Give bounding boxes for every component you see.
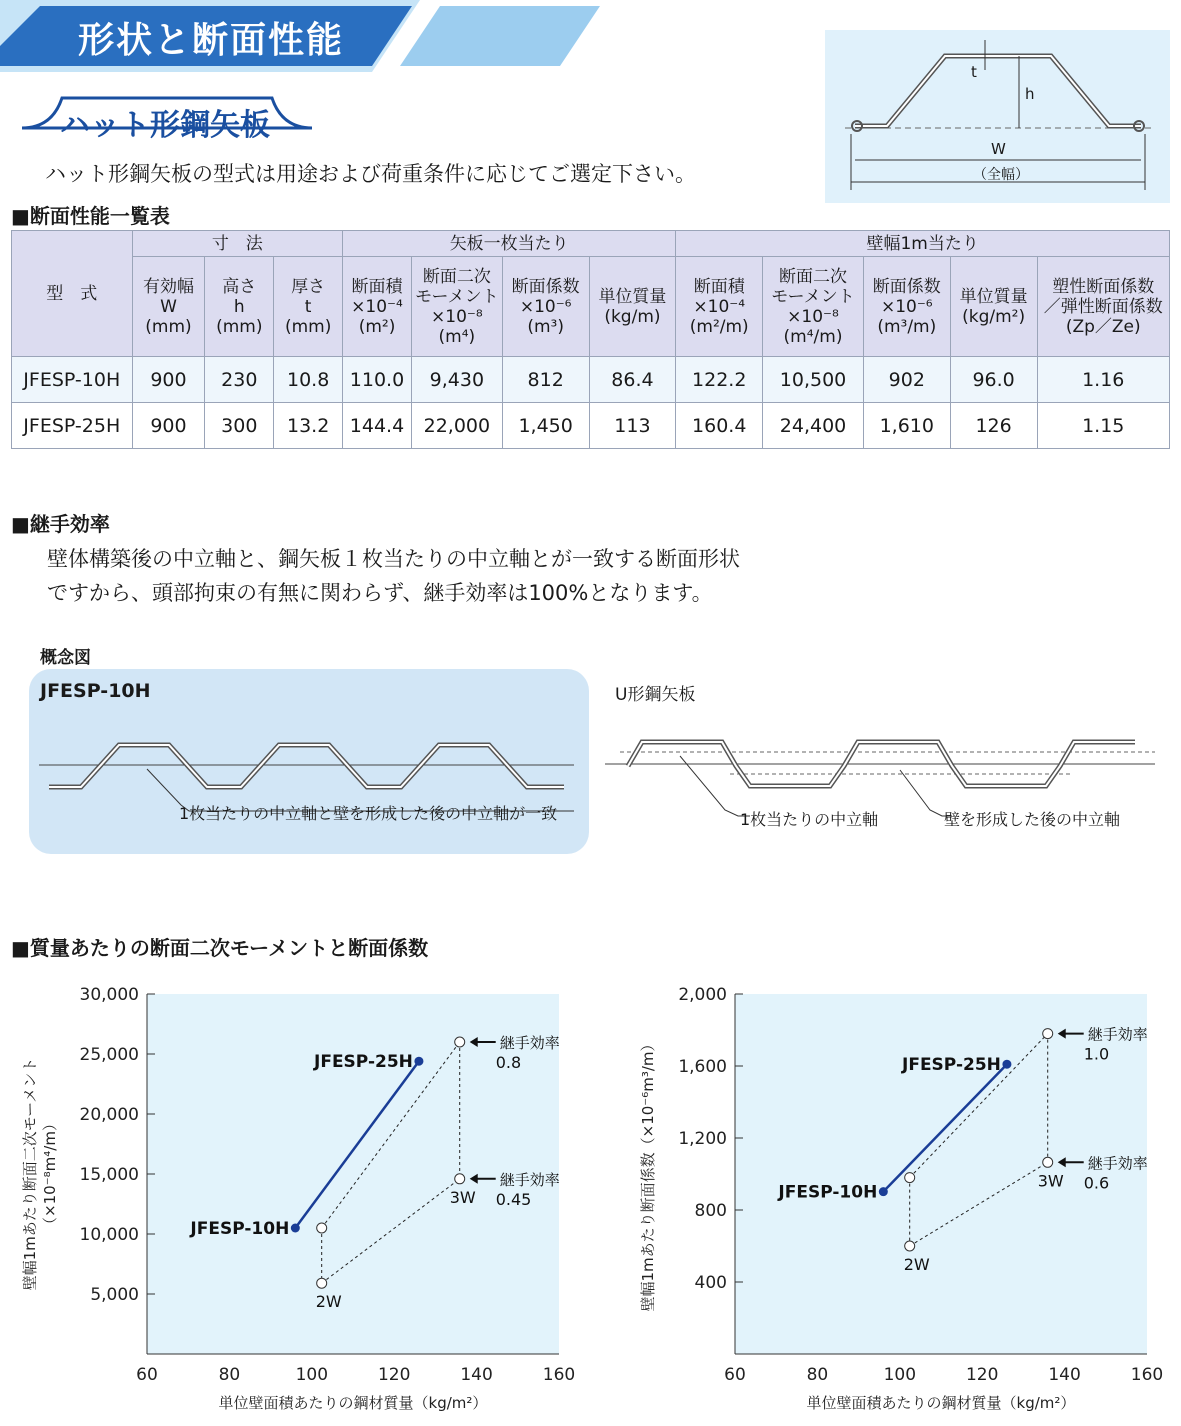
- col-header-w: [132, 257, 205, 357]
- col-header-line: t: [304, 296, 312, 317]
- y-tick-label: 1,600: [678, 1057, 727, 1077]
- col-header-h: [205, 257, 274, 357]
- value-cell: 1.15: [1037, 403, 1169, 449]
- dim-full-label: （全幅）: [973, 167, 1029, 183]
- col-header-mass: [589, 257, 676, 357]
- jfesp-point-label: JFESP-10H: [190, 1219, 290, 1239]
- col-header-modulus_m: [863, 257, 950, 357]
- value-cell: 1,610: [863, 403, 950, 449]
- annotation-2w: 2W: [903, 1255, 930, 1274]
- dim-h-label: h: [1025, 85, 1035, 103]
- efficiency-label: 継手効率: [1087, 1154, 1148, 1173]
- page-title: 形状と断面性能: [78, 20, 345, 61]
- spec-table-heading: ■断面性能一覧表: [11, 204, 170, 228]
- value-cell: 13.2: [274, 403, 343, 449]
- value-cell: 122.2: [676, 357, 763, 403]
- u-note-1: 1枚当たりの中立軸: [740, 810, 879, 829]
- value-cell: 113: [589, 403, 676, 449]
- jfesp-concept-box: [29, 669, 589, 854]
- x-tick-label: 100: [883, 1365, 917, 1385]
- x-tick-label: 80: [806, 1365, 829, 1385]
- intro-text: ハット形鋼矢板の型式は用途および荷重条件に応じてご選定下さい。: [45, 162, 696, 186]
- col-header-t: [274, 257, 343, 357]
- value-cell: 1.16: [1037, 357, 1169, 403]
- col-header-line: 単位質量: [598, 286, 667, 307]
- model-cell: JFESP-10H: [12, 357, 133, 403]
- jfesp-point: [879, 1187, 888, 1196]
- col-header-line: W: [160, 296, 177, 317]
- joint-line-1: 壁体構築後の中立軸と、鋼矢板１枚当たりの中立軸とが一致する断面形状: [47, 547, 740, 571]
- annotation-3w: 3W: [1037, 1171, 1064, 1191]
- col-header-line: 断面積: [693, 276, 745, 297]
- col-header-line: モーメント: [771, 286, 855, 307]
- y-axis-label: 壁幅1mあたり断面二次モーメント: [21, 1057, 39, 1291]
- col-header-line: (kg/m): [604, 306, 661, 327]
- col-header-line: 断面積: [351, 276, 403, 297]
- x-tick-label: 80: [218, 1365, 241, 1385]
- y-tick-label: 30,000: [79, 985, 139, 1005]
- efficiency-label: 継手効率: [499, 1034, 560, 1052]
- value-cell: 24,400: [763, 403, 864, 449]
- value-cell: 812: [502, 357, 589, 403]
- col-header-area: [343, 257, 412, 357]
- y-axis-label-unit: （×10⁻⁸m⁴/m）: [41, 1116, 59, 1232]
- jfesp-point-label: JFESP-10H: [778, 1182, 878, 1203]
- open-point: [317, 1223, 327, 1233]
- col-header-line: 高さ: [222, 276, 257, 297]
- model-cell: JFESP-25H: [12, 403, 133, 449]
- x-tick-label: 140: [460, 1365, 493, 1385]
- efficiency-value: 0.8: [495, 1053, 522, 1072]
- col-header-line: 断面係数: [872, 276, 941, 297]
- x-tick-label: 60: [724, 1365, 746, 1385]
- col-header-moment_m: [763, 257, 864, 357]
- col-header-area_m: [676, 257, 763, 357]
- x-axis-label: 単位壁面積あたりの鋼材質量（kg/m²）: [806, 1394, 1076, 1412]
- open-point: [317, 1278, 327, 1288]
- col-header-line: ×10⁻⁴: [693, 296, 746, 317]
- col-header-line: 厚さ: [291, 276, 326, 297]
- group-dims: 寸 法: [132, 231, 343, 257]
- col-header-line: 単位質量: [959, 286, 1028, 307]
- open-point: [905, 1241, 915, 1251]
- y-tick-label: 25,000: [79, 1045, 139, 1065]
- col-header-line: (m⁴/m): [783, 326, 843, 347]
- col-header-line: (m⁴): [438, 326, 476, 347]
- annotation-2w: 2W: [315, 1292, 342, 1312]
- value-cell: 1,450: [502, 403, 589, 449]
- value-cell: 126: [950, 403, 1037, 449]
- col-header-modulus: [502, 257, 589, 357]
- charts-svg: [0, 970, 1181, 1426]
- efficiency-value: 0.6: [1083, 1173, 1110, 1193]
- y-tick-label: 20,000: [79, 1105, 139, 1125]
- col-header-line: (m²/m): [689, 316, 749, 337]
- col-header-line: ×10⁻⁴: [351, 296, 403, 317]
- group-per-sheet: 矢板一枚当たり: [343, 231, 676, 257]
- x-tick-label: 100: [295, 1365, 329, 1385]
- y-tick-label: 5,000: [90, 1285, 139, 1305]
- value-cell: 160.4: [676, 403, 763, 449]
- col-header-mass_m: [950, 257, 1037, 357]
- col-header-line: (m²): [358, 316, 396, 337]
- col-model: 型 式: [12, 231, 133, 357]
- chart-plot-area: [147, 994, 559, 1354]
- value-cell: 902: [863, 357, 950, 403]
- joint-line-2: ですから、頭部拘束の有無に関わらず、継手効率は100%となります。: [47, 581, 713, 605]
- col-header-line: (m³): [527, 316, 564, 337]
- col-header-line: 断面二次: [422, 266, 491, 287]
- efficiency-label: 継手効率: [1087, 1025, 1148, 1044]
- value-cell: 144.4: [343, 403, 412, 449]
- col-header-line: (Zp／Ze): [1065, 316, 1141, 337]
- y-tick-label: 400: [694, 1273, 727, 1293]
- col-header-line: (mm): [216, 316, 263, 337]
- jfesp-point-label: JFESP-25H: [902, 1055, 1001, 1076]
- table-row: [12, 357, 1170, 403]
- shape-diagram: [825, 30, 1170, 203]
- value-cell: 900: [132, 403, 205, 449]
- value-cell: 96.0: [950, 357, 1037, 403]
- y-tick-label: 1,200: [678, 1129, 727, 1149]
- table-row: [12, 403, 1170, 449]
- value-cell: 230: [205, 357, 274, 403]
- u-sheet-title: U形鋼矢板: [615, 685, 696, 705]
- open-point: [905, 1173, 915, 1183]
- efficiency-value: 0.45: [495, 1189, 532, 1209]
- jfesp-point: [414, 1057, 423, 1066]
- col-header-line: h: [233, 296, 245, 317]
- col-header-ratio: [1037, 257, 1169, 357]
- section-subtitle: ハット形鋼矢板: [60, 108, 270, 143]
- x-tick-label: 160: [542, 1365, 576, 1385]
- col-header-line: 断面二次: [779, 266, 847, 287]
- col-header-line: (mm): [145, 316, 192, 337]
- value-cell: 9,430: [411, 357, 502, 403]
- col-header-line: 有効幅: [142, 276, 194, 297]
- efficiency-value: 1.0: [1083, 1044, 1110, 1064]
- annotation-3w: 3W: [449, 1187, 476, 1207]
- x-tick-label: 60: [136, 1365, 158, 1385]
- col-header-line: モーメント: [415, 286, 499, 307]
- open-point: [1043, 1157, 1053, 1167]
- charts-heading: ■質量あたりの断面二次モーメントと断面係数: [11, 936, 429, 960]
- col-header-line: ×10⁻⁸: [787, 306, 839, 327]
- joint-heading: ■継手効率: [11, 512, 110, 536]
- x-tick-label: 120: [965, 1365, 999, 1385]
- col-header-line: (m³/m): [877, 316, 937, 337]
- x-tick-label: 120: [377, 1365, 411, 1385]
- value-cell: 22,000: [411, 403, 502, 449]
- open-point: [455, 1037, 465, 1047]
- value-cell: 900: [132, 357, 205, 403]
- y-tick-label: 15,000: [79, 1165, 139, 1185]
- x-tick-label: 160: [1130, 1365, 1164, 1385]
- open-point: [1043, 1029, 1053, 1039]
- y-axis-label: 壁幅1mあたり断面係数（×10⁻⁶m³/m）: [639, 1036, 657, 1312]
- value-cell: 10.8: [274, 357, 343, 403]
- jfesp-point: [291, 1224, 300, 1233]
- jfesp-point-label: JFESP-25H: [314, 1052, 413, 1073]
- jfesp-concept-note: 1枚当たりの中立軸と壁を形成した後の中立軸が一致: [179, 804, 558, 823]
- col-header-line: ×10⁻⁸: [431, 306, 483, 327]
- value-cell: 86.4: [589, 357, 676, 403]
- spec-table: [11, 230, 1170, 449]
- jfesp-concept-title: JFESP-10H: [40, 680, 151, 702]
- col-header-line: 断面係数: [511, 276, 580, 297]
- x-tick-label: 140: [1048, 1365, 1081, 1385]
- y-tick-label: 800: [694, 1201, 727, 1221]
- jfesp-point: [1002, 1060, 1011, 1069]
- dim-t-label: t: [971, 63, 977, 81]
- col-header-line: (kg/m²): [962, 306, 1026, 327]
- col-header-line: ×10⁻⁶: [880, 296, 933, 317]
- dim-w-label: W: [991, 140, 1006, 158]
- y-tick-label: 2,000: [678, 985, 727, 1005]
- col-header-line: 塑性断面係数: [1052, 276, 1155, 297]
- col-header-line: ×10⁻⁶: [519, 296, 572, 317]
- y-tick-label: 10,000: [79, 1225, 139, 1245]
- x-axis-label: 単位壁面積あたりの鋼材質量（kg/m²）: [218, 1394, 488, 1412]
- col-header-line: (mm): [284, 316, 332, 337]
- value-cell: 110.0: [343, 357, 412, 403]
- value-cell: 300: [205, 403, 274, 449]
- col-header-moment: [411, 257, 502, 357]
- efficiency-label: 継手効率: [499, 1170, 560, 1189]
- concept-label: 概念図: [40, 648, 91, 668]
- col-header-line: ／弾性断面係数: [1043, 296, 1163, 317]
- group-per-m: 壁幅1m当たり: [676, 231, 1170, 257]
- open-point: [455, 1174, 465, 1184]
- value-cell: 10,500: [763, 357, 864, 403]
- u-note-2: 壁を形成した後の中立軸: [944, 810, 1121, 829]
